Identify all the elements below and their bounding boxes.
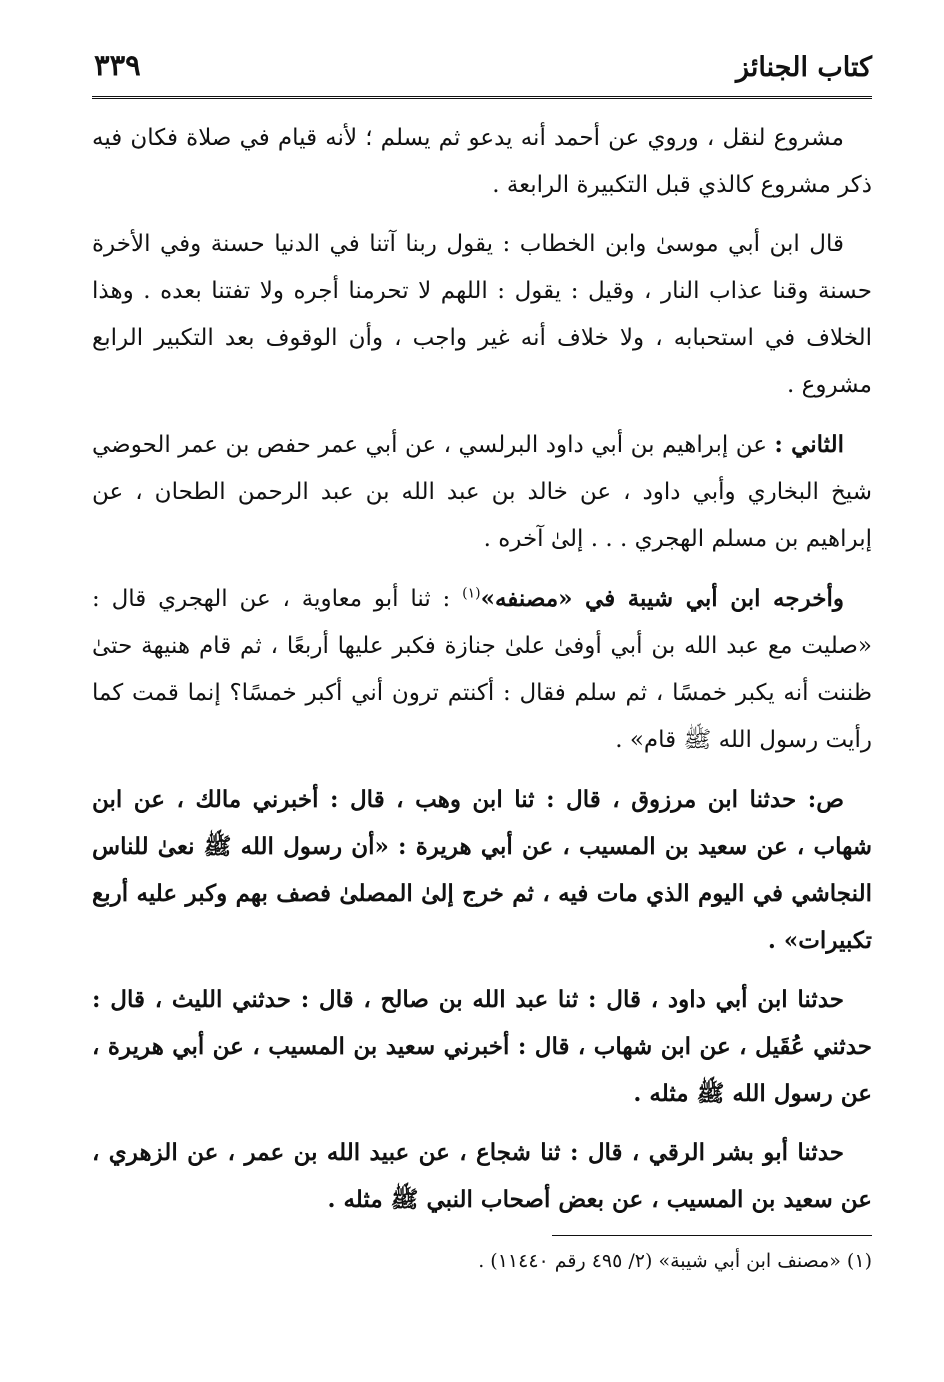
chapter-title: كتاب الجنائز: [736, 52, 872, 83]
paragraph-2: [92, 221, 872, 409]
paragraph-3-lead: الثاني :: [774, 431, 844, 458]
paragraph-4: [92, 575, 872, 764]
paragraph-5-text: ص: حدثنا ابن مرزوق ، قال : ثنا ابن وهب ، قال : أخبرني مالك ، عن ابن شهاب ، عن سعيد بن المسيب ، عن أبي هريرة : «أن رسول الله ﷺ نعىٰ للناس النجاشي في اليوم الذي مات فيه ، ثم خرج إلىٰ المصلىٰ فصف بهم وكبر عليه أربع تكبيرات» .: [92, 786, 872, 954]
paragraph-7-text: حدثنا أبو بشر الرقي ، قال : ثنا شجاع ، عن عبيد الله بن عمر ، عن الزهري ، عن سعيد بن المسيب ، عن بعض أصحاب النبي ﷺ مثله .: [92, 1139, 872, 1213]
paragraph-2-text: قال ابن أبي موسىٰ وابن الخطاب : يقول ربنا آتنا في الدنيا حسنة وفي الأخرة حسنة وقنا عذاب النار ، وقيل : يقول : اللهم لا تحرمنا أجره ولا تفتنا بعده . وهذا الخلاف في استحبابه ، ولا خلاف أنه غير واجب ، وأن الوقوف بعد التكبير الرابع مشروع .: [92, 231, 872, 398]
paragraph-3-text: عن إبراهيم بن أبي داود البرلسي ، عن أبي عمر حفص بن عمر الحوضي شيخ البخاري وأبي داود ، عن خالد بن عبد الله بن عبد الرحمن الطحان ، عن إبراهيم بن مسلم الهجري . . . إلىٰ آخره .: [92, 432, 872, 552]
paragraph-5: [92, 776, 872, 964]
paragraph-4-lead: وأخرجه ابن أبي شيبة في «مصنفه»: [480, 585, 844, 612]
paragraph-3: [92, 421, 872, 563]
footnote-divider: [552, 1235, 872, 1236]
body-text: [92, 115, 872, 1223]
page-number: ٣٣٩: [94, 48, 141, 82]
footnote-reference[interactable]: (١): [462, 585, 481, 602]
paragraph-1-text: مشروع لنقل ، وروي عن أحمد أنه يدعو ثم يسلم ؛ لأنه قيام في صلاة فكان فيه ذكر مشروع كالذي قبل التكبيرة الرابعة .: [92, 125, 872, 198]
paragraph-6-text: حدثنا ابن أبي داود ، قال : ثنا عبد الله بن صالح ، قال : حدثني الليث ، قال : حدثني عُقَيل ، عن ابن شهاب ، قال : أخبرني سعيد بن المسيب ، عن أبي هريرة ، عن رسول الله ﷺ مثله .: [92, 986, 872, 1107]
paragraph-6: [92, 976, 872, 1117]
paragraph-7: [92, 1129, 872, 1223]
running-header: [92, 40, 872, 99]
footnote-text: (١) «مصنف ابن أبي شيبة» (٢/ ٤٩٥ رقم ١١٤٤٠) .: [478, 1250, 872, 1272]
document-page: [92, 40, 872, 1360]
paragraph-4-text: : ثنا أبو معاوية ، عن الهجري قال : «صليت مع عبد الله بن أبي أوفىٰ علىٰ جنازة فكبر عليها أربعًا ، ثم قام هنيهة حتىٰ ظننت أنه يكبر خمسًا ، ثم سلم فقال : أكنتم ترون أني أكبر خمسًا؟ إنما قمت كما رأيت رسول الله ﷺ قام» .: [92, 586, 872, 753]
footnote: [92, 1246, 872, 1276]
paragraph-1: [92, 115, 872, 209]
